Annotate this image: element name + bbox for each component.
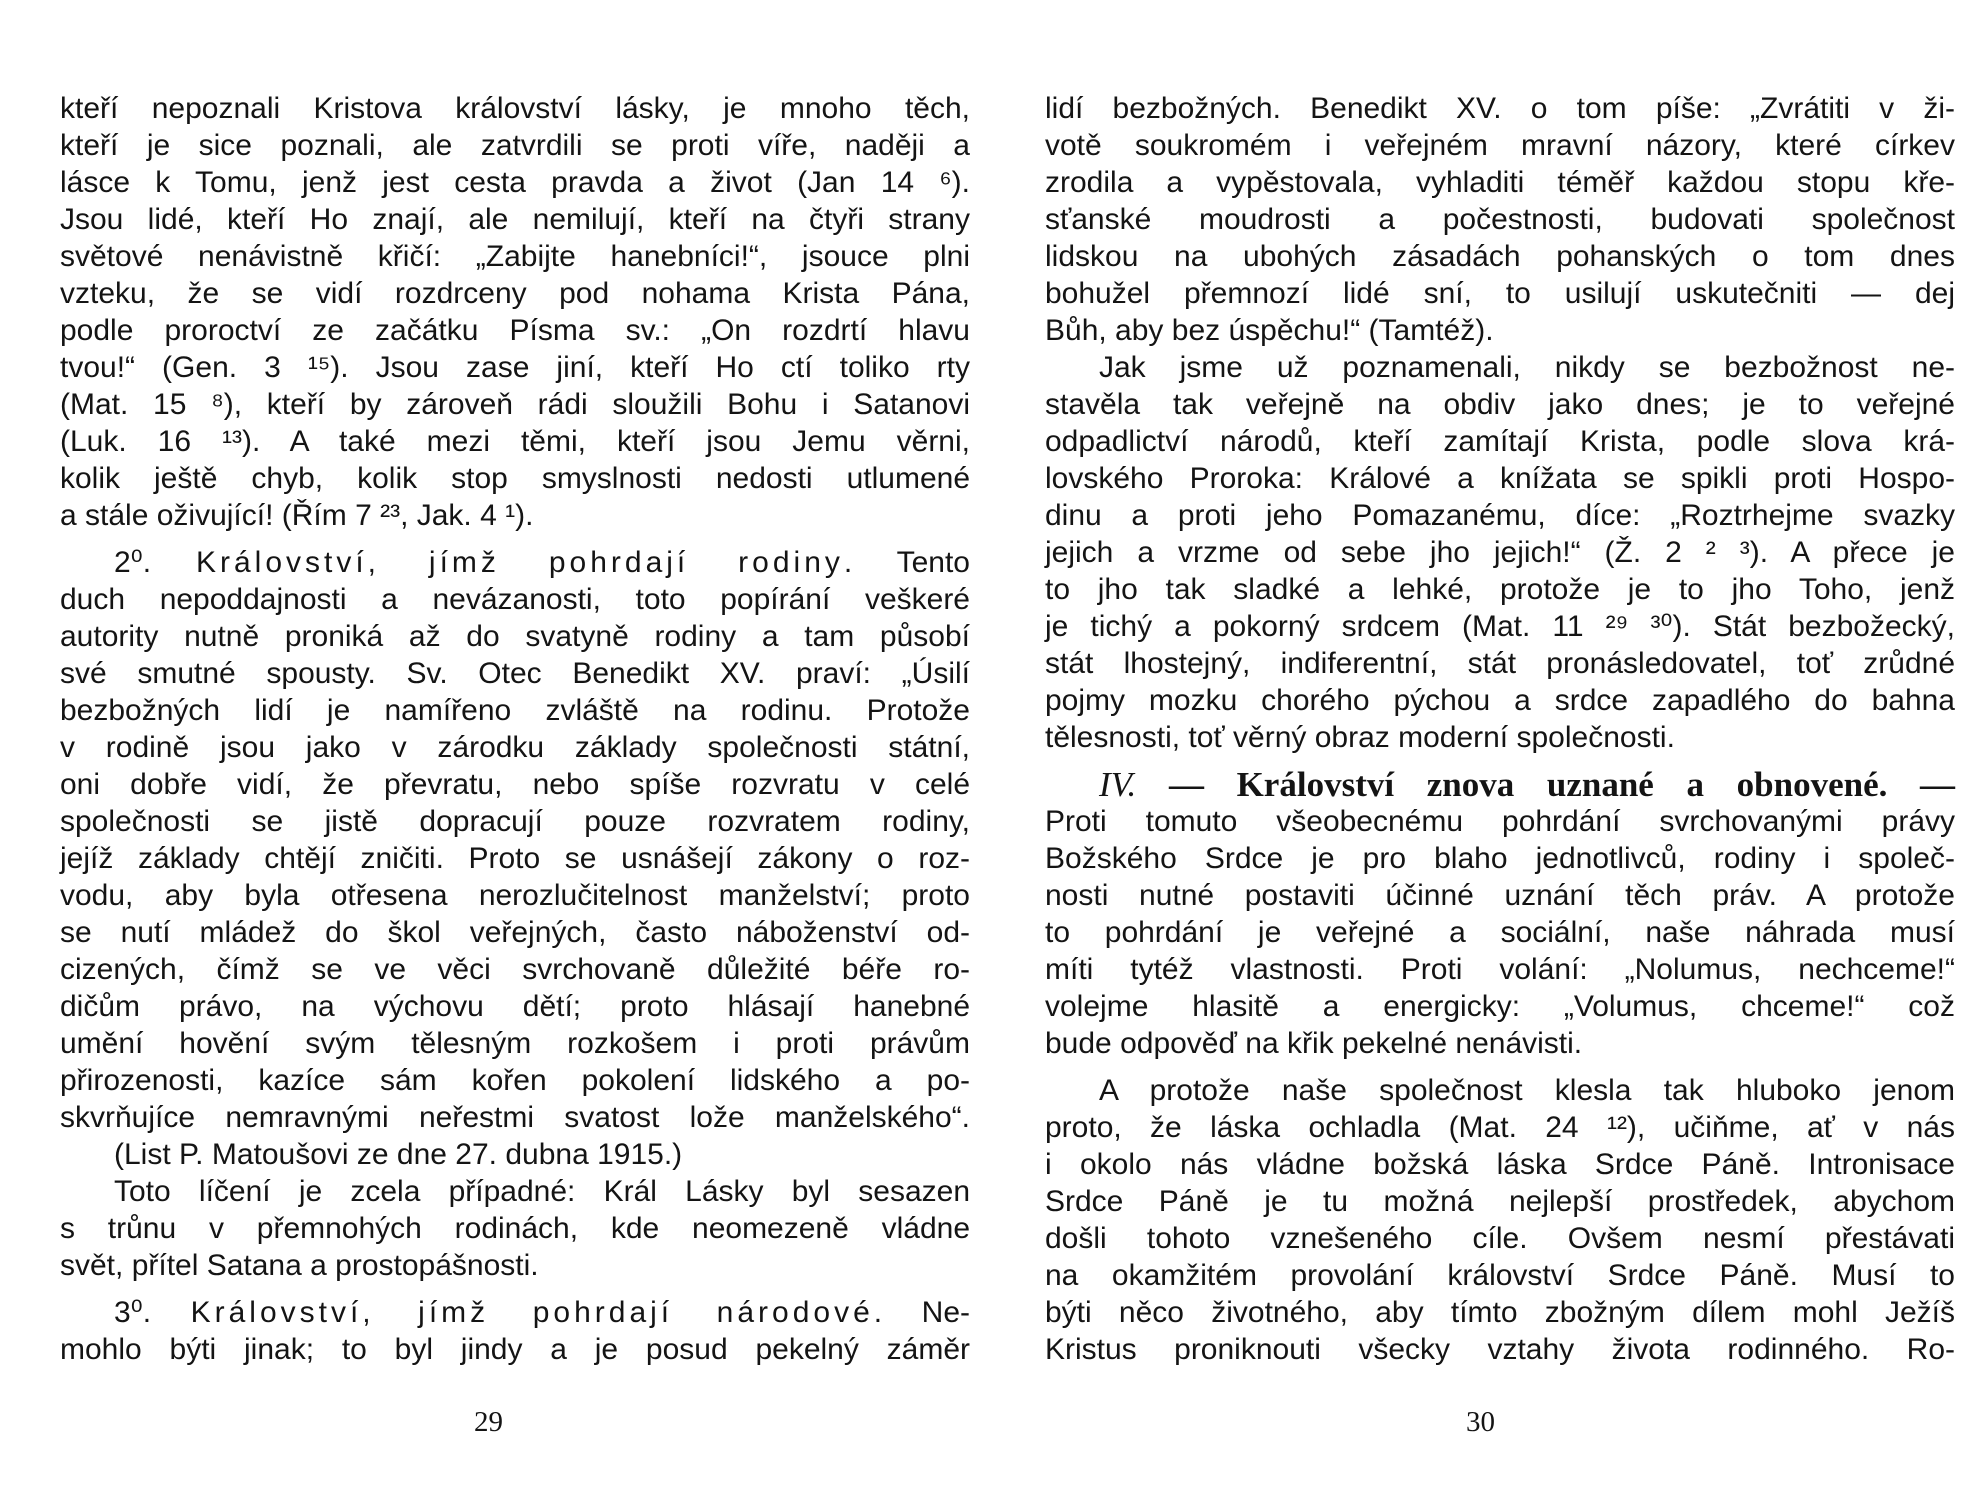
section-2-heading-line: 2⁰. Království, jímž pohrdají rodiny. Tento [114, 546, 970, 579]
text-line: podle proroctví ze začátku Písma sv.: „On rozdrtí hlavu [60, 314, 970, 347]
text-line: tvou!“ (Gen. 3 ¹⁵). Jsou zase jiní, kteří Ho ctí toliko rty [60, 351, 970, 384]
text-line: Kristus proniknouti všecky vztahy života rodinného. Ro- [1045, 1333, 1955, 1366]
text-line: Srdce Páně je tu možná nejlepší prostředek, abychom [1045, 1185, 1955, 1218]
text-line: se nutí mládež do škol veřejných, často náboženství od- [60, 916, 970, 949]
text-line: Jsou lidé, kteří Ho znají, ale nemilují, kteří na čtyři strany [60, 203, 970, 236]
text-line: došli tohoto vznešeného cíle. Ovšem nesmí přestávati [1045, 1222, 1955, 1255]
text-line: jejich a vrzme od sebe jho jejich!“ (Ž. 2 ² ³). A přece je [1045, 536, 1955, 569]
text-line: lidí bezbožných. Benedikt XV. o tom píše: „Zvrátiti v ži- [1045, 92, 1955, 125]
text-line: lidskou na ubohých zásadách pohanských o tom dnes [1045, 240, 1955, 273]
text-line: A protože naše společnost klesla tak hluboko jenom [1099, 1074, 1955, 1107]
text-line: na okamžitém provolání království Srdce Páně. Musí to [1045, 1259, 1955, 1292]
text-line: votě soukromém i veřejném mravní názory, které církev [1045, 129, 1955, 162]
text-line: oni dobře vidí, že převratu, nebo spíše rozvratu v celé [60, 768, 970, 801]
text-line: nosti nutné postaviti účinné uznání těch práv. A protože [1045, 879, 1955, 912]
left-page [60, 90, 970, 1368]
text-line: Božského Srdce je pro blaho jednotlivců, rodiny i společ- [1045, 842, 1955, 875]
text-line: lásce k Tomu, jenž jest cesta pravda a život (Jan 14 ⁶). [60, 166, 970, 199]
text-line: Proti tomuto všeobecnému pohrdání svrchovanými právy [1045, 805, 1955, 838]
text-line: i okolo nás vládne božská láska Srdce Páně. Intronisace [1045, 1148, 1955, 1181]
text-line: to jho tak sladké a lehké, protože je to jho Toho, jenž [1045, 573, 1955, 606]
text-line: mohlo býti jinak; to byl jindy a je posud pekelný záměr [60, 1333, 970, 1366]
text-line: (Mat. 15 ⁸), kteří by zároveň rádi sloužili Bohu i Satanovi [60, 388, 970, 421]
text-line: býti něco životného, aby tímto zbožným dílem mohl Ježíš [1045, 1296, 1955, 1329]
text-line: stavěla tak veřejně na obdiv jako dnes; je to veřejné [1045, 388, 1955, 421]
text-line: duch nepoddajnosti a nevázanosti, toto popírání veškeré [60, 583, 970, 616]
text-line: bezbožných lidí je namířeno zvláště na rodinu. Protože [60, 694, 970, 727]
text-line: kolik ještě chyb, kolik stop smyslnosti nedosti utlumené [60, 462, 970, 495]
text-line: proto, že láska ochladla (Mat. 24 ¹²), učiňme, ať v nás [1045, 1111, 1955, 1144]
right-page [1045, 90, 1955, 1368]
section-iv-title: — Království znova uznané a obnovené. — [1168, 765, 1955, 804]
text-line: své smutné spousty. Sv. Otec Benedikt XV. praví: „Úsilí [60, 657, 970, 690]
text-line: autority nutně proniká až do svatyně rodiny a tam působí [60, 620, 970, 653]
text-line: Toto líčení je zcela případné: Král Lásky byl sesazen [114, 1175, 970, 1208]
text-line: skvrňujíce nemravnými neřestmi svatost lože manželského“. [60, 1101, 970, 1134]
text-line: přirozenosti, kazíce sám kořen pokolení lidského a po- [60, 1064, 970, 1097]
text-line: zrodila a vypěstovala, vyhladiti téměř každou stopu kře- [1045, 166, 1955, 199]
text-line: s trůnu v přemnohých rodinách, kde neomezeně vládne [60, 1212, 970, 1245]
text-line: kteří je sice poznali, ale zatvrdili se proti víře, naději a [60, 129, 970, 162]
text-line: společnosti se jistě dopracují pouze rozvratem rodiny, [60, 805, 970, 838]
text-line: tělesnosti, toť věrný obraz moderní společnosti. [1045, 721, 1675, 754]
text-line: stát lhostejný, indiferentní, stát pronásledovatel, toť zrůdné [1045, 647, 1955, 680]
text-line: bohužel přemnozí lidé sní, to usilují uskutečniti — dej [1045, 277, 1955, 310]
text-line: a stále oživující! (Řím 7 ²³, Jak. 4 ¹). [60, 499, 534, 532]
page-number-right: 30 [1466, 1406, 1495, 1438]
text-line: to pohrdání je veřejné a sociální, naše náhrada musí [1045, 916, 1955, 949]
text-line: dinu a proti jeho Pomazanému, díce: „Roztrhejme svazky [1045, 499, 1955, 532]
section-3-heading-line: 3⁰. Království, jímž pohrdají národové. Ne- [114, 1296, 971, 1329]
text-line: volejme hlasitě a energicky: „Volumus, chceme!“ což [1045, 990, 1955, 1023]
text-line: jejíž základy chtějí zničiti. Proto se usnášejí zákony o roz- [60, 842, 970, 875]
text-line: kteří nepoznali Kristova království lásky, je mnoho těch, [60, 92, 970, 125]
text-line: vodu, aby byla otřesena nerozlučitelnost manželství; proto [60, 879, 970, 912]
page-number-left: 29 [474, 1406, 503, 1438]
text-line: je tichý a pokorný srdcem (Mat. 11 ²⁹ ³⁰). Stát bezbožecký, [1045, 610, 1955, 643]
citation-line: (List P. Matoušovi ze dne 27. dubna 1915.) [114, 1138, 683, 1171]
text-line: dičům právo, na výchovu dětí; proto hlásají hanebné [60, 990, 970, 1023]
text-line: umění hovění svým tělesným rozkošem i proti právům [60, 1027, 970, 1060]
text-line: vzteku, že se vidí rozdrceny pod nohama Krista Pána, [60, 277, 970, 310]
text-line: Jak jsme už poznamenali, nikdy se bezbožnost ne- [1099, 351, 1955, 384]
text-line: bude odpověď na křik pekelné nenávisti. [1045, 1027, 1583, 1060]
text-line: cizených, čímž se ve věci svrchovaně důležité béře ro- [60, 953, 970, 986]
text-line: míti tytéž vlastnosti. Proti volání: „Nolumus, nechceme!“ [1045, 953, 1955, 986]
text-line: sťanské moudrosti a počestnosti, budovati společnost [1045, 203, 1955, 236]
text-line: lovského Proroka: Králové a knížata se spikli proti Hospo- [1045, 462, 1955, 495]
text-line: v rodině jsou jako v zárodku základy společnosti státní, [60, 731, 970, 764]
text-line: pojmy mozku chorého pýchou a srdce zapadlého do bahna [1045, 684, 1955, 717]
section-iv-numeral: IV. [1099, 765, 1137, 804]
section-iv-heading [1045, 766, 1955, 803]
text-line: odpadlictví národů, kteří zamítají Krista, podle slova krá- [1045, 425, 1955, 458]
text-line: svět, přítel Satana a prostopášnosti. [60, 1249, 539, 1282]
text-line: (Luk. 16 ¹³). A také mezi těmi, kteří jsou Jemu věrni, [60, 425, 970, 458]
text-line: světové nenávistně křičí: „Zabijte hanebníci!“, jsouce plni [60, 240, 970, 273]
text-line: Bůh, aby bez úspěchu!“ (Tamtéž). [1045, 314, 1494, 347]
